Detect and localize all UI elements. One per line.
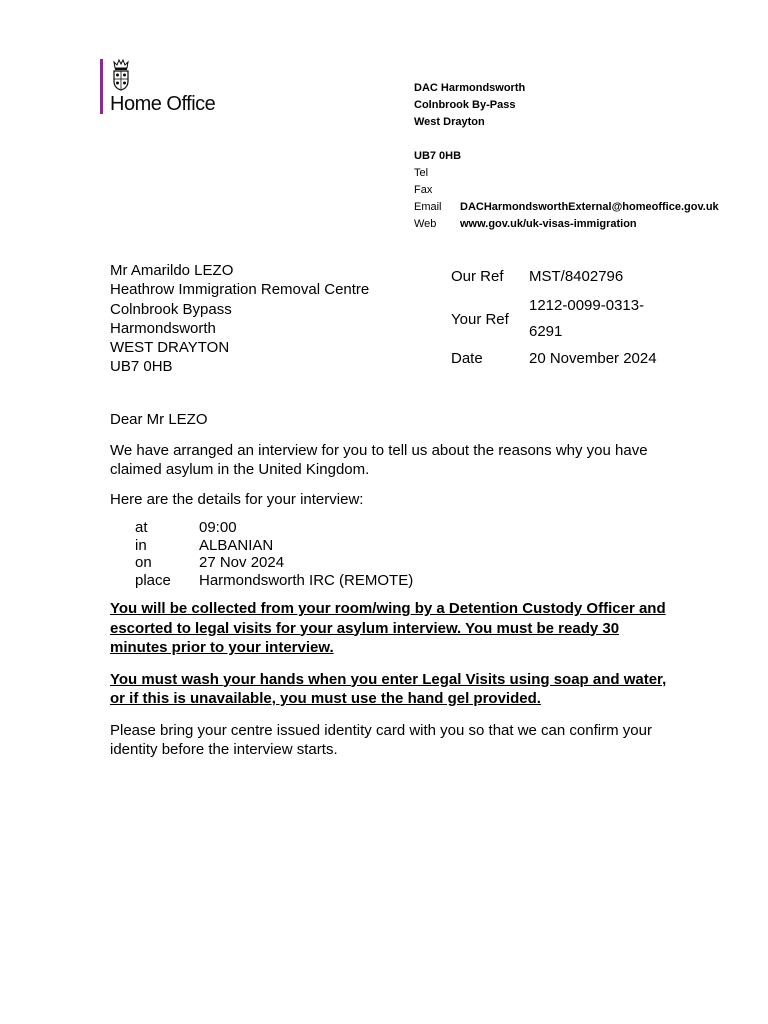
detail-row [135,572,670,590]
detail-label: in [135,536,147,554]
logo-text: Home Office [110,93,216,115]
interview-details [135,519,670,589]
email-value: DACHarmondsworthExternal@homeoffice.gov.uk [460,201,719,213]
recipient-line: Colnbrook Bypass [110,300,232,318]
your-ref-value: 1212-0099-0313-6291 [529,297,645,340]
collection-notice: You will be collected from your room/wing by a Detention Custody Officer and escorted to legal visits for your asylum interview. You must be ready 30 minutes prior to your interview. [110,600,666,656]
recipient-line: WEST DRAYTON [110,339,230,357]
recipient-line: Harmondsworth [110,319,216,337]
detail-row [135,519,670,537]
your-ref-row [451,293,669,345]
date-row [451,349,669,368]
detail-row [135,537,670,555]
tel-row [414,165,754,182]
web-row [414,216,754,233]
letter-body [110,410,670,760]
sender-line: DAC Harmondsworth [414,82,526,94]
details-intro: Here are the details for your interview: [110,490,364,508]
sender-line: Colnbrook By-Pass [414,99,516,111]
detail-label: on [135,554,152,571]
detail-label: place [135,571,171,589]
our-ref-row [451,267,669,286]
sender-line: West Drayton [414,116,485,128]
web-label: Web [414,218,437,230]
sender-address [414,80,754,233]
tel-label: Tel [414,167,429,179]
royal-crest-icon [110,59,132,91]
logo-accent-bar [100,59,103,114]
date-label: Date [451,350,483,367]
recipient-address [110,261,369,377]
id-card-paragraph: Please bring your centre issued identity card with you so that we can confirm your identity before the interview starts. [110,721,652,758]
recipient-line: Mr Amarildo LEZO [110,262,234,279]
recipient-line: UB7 0HB [110,358,173,376]
home-office-logo [100,59,240,114]
email-row [414,199,754,216]
hygiene-notice: You must wash your hands when you enter Legal Visits using soap and water, or if this is unavailable, you must use the hand gel provided. [110,670,667,707]
detail-value: ALBANIAN [199,536,274,554]
web-value: www.gov.uk/uk-visas-immigration [460,218,637,230]
email-label: Email [414,201,442,213]
recipient-line: Heathrow Immigration Removal Centre [110,281,370,299]
date-value: 20 November 2024 [529,350,657,367]
detail-value: Harmondsworth IRC (REMOTE) [199,571,414,589]
fax-label: Fax [414,184,433,196]
greeting: Dear Mr LEZO [110,411,208,428]
reference-table [451,267,669,368]
detail-value: 27 Nov 2024 [199,554,285,571]
our-ref-value: MST/8402796 [529,268,624,285]
fax-row [414,182,754,199]
intro-paragraph: We have arranged an interview for you to tell us about the reasons why you have claimed asylum in the United Kingdom. [110,441,648,478]
detail-label: at [135,519,148,536]
sender-postcode: UB7 0HB [414,150,462,162]
your-ref-label: Your Ref [451,310,509,328]
detail-row [135,554,670,572]
detail-value: 09:00 [199,519,237,536]
our-ref-label: Our Ref [451,268,504,285]
